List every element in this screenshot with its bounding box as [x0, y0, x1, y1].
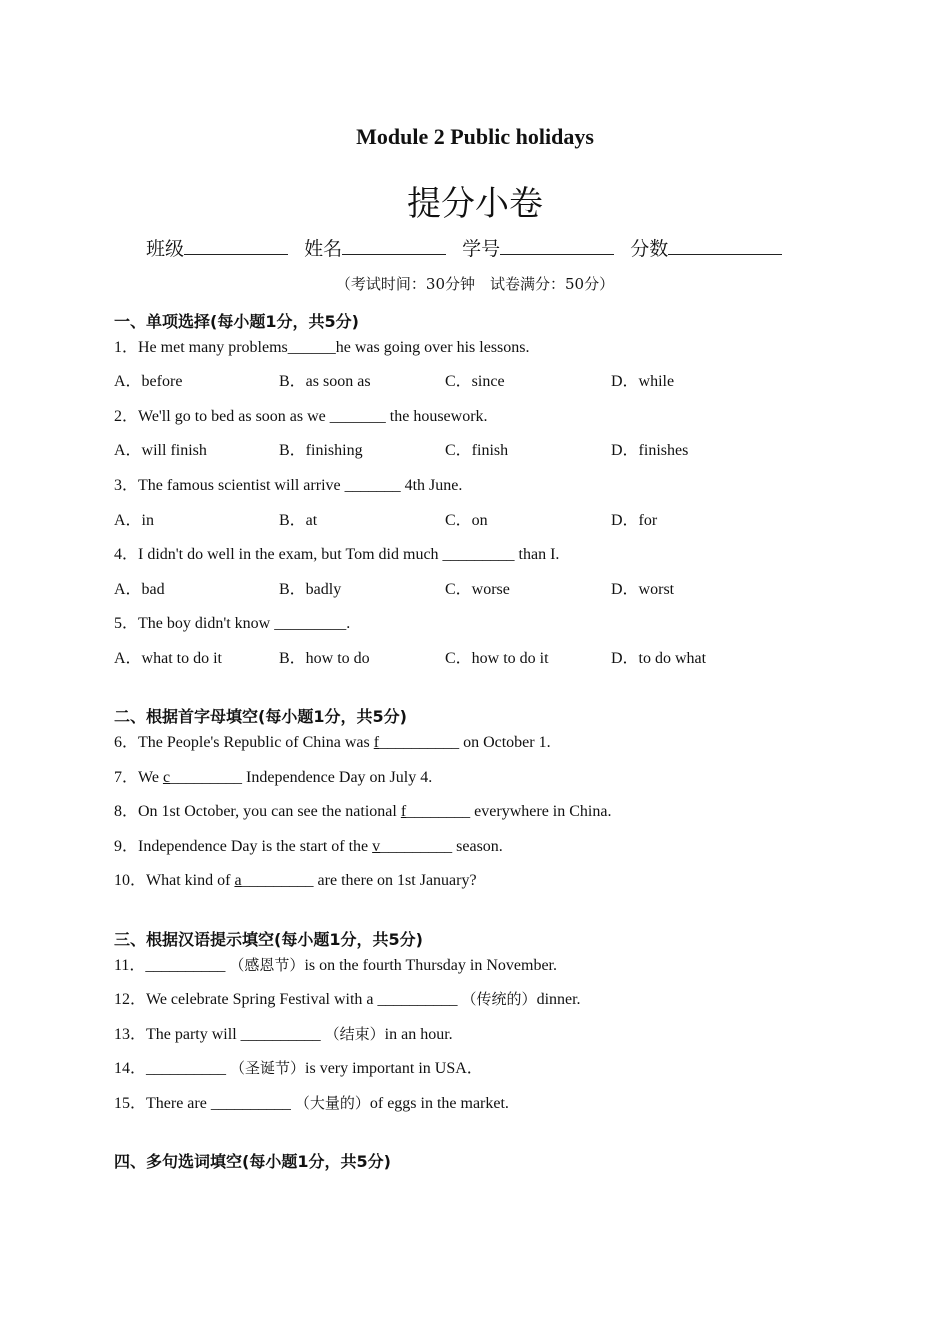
question-stem: 1．He met many problems______he was going over his lessons.	[114, 339, 530, 356]
question-stem: 2．We'll go to bed as soon as we _______ the housework.	[114, 408, 488, 425]
fill-question: 8．On 1st October, you can see the national f________ everywhere in China.	[114, 803, 612, 820]
option-c: C．worse	[445, 581, 510, 598]
section-heading: 三、根据汉语提示填空(每小题1分，共5分)	[114, 930, 423, 949]
fill-question: 14．__________ （圣诞节）is very important in USA．	[114, 1059, 483, 1077]
initial-letter: v	[372, 838, 381, 855]
class-field: 班级	[146, 238, 288, 260]
section-heading: 二、根据首字母填空(每小题1分，共5分)	[114, 707, 407, 726]
fill-question: 13．The party will __________ （结束）in an hour.	[114, 1025, 453, 1043]
section-heading: 一、单项选择(每小题1分，共5分)	[114, 312, 359, 331]
option-b: B．at	[279, 512, 318, 529]
question-stem: 3．The famous scientist will arrive _______ 4th June.	[114, 477, 463, 494]
student-info-row	[146, 234, 792, 261]
option-d: D．for	[611, 512, 658, 529]
fill-question: 6．The People's Republic of China was f__________ on October 1.	[114, 734, 551, 751]
fill-question: 7．We c_________ Independence Day on July 4.	[114, 769, 433, 786]
student-id-field: 学号	[462, 238, 614, 260]
option-c: C．on	[445, 512, 488, 529]
initial-letter: f	[400, 803, 407, 820]
option-c: C．finish	[445, 442, 509, 459]
fill-question: 15．There are __________ （大量的）of eggs in the market.	[114, 1094, 509, 1112]
chinese-hint: （圣诞节）	[230, 1059, 306, 1077]
page-subtitle: 提分小卷	[407, 184, 543, 224]
option-c: C．how to do it	[445, 650, 549, 667]
option-a: A．will finish	[114, 442, 207, 459]
chinese-hint: （结束）	[324, 1025, 385, 1043]
option-d: D．worst	[611, 581, 675, 598]
initial-letter: f	[373, 734, 380, 751]
option-b: B．badly	[279, 581, 342, 598]
option-d: D．finishes	[611, 442, 689, 459]
option-b: B．finishing	[279, 442, 363, 459]
name-field: 姓名	[304, 238, 446, 260]
option-a: A．what to do it	[114, 650, 222, 667]
option-d: D．to do what	[611, 650, 707, 667]
fill-question: 11．__________ （感恩节）is on the fourth Thursday in November.	[114, 956, 557, 974]
exam-note: （考试时间：30分钟 试卷满分：50分）	[335, 275, 615, 293]
page-title: Module 2 Public holidays	[356, 124, 594, 149]
fill-question: 12．We celebrate Spring Festival with a __________ （传统的）dinner.	[114, 990, 581, 1008]
option-c: C．since	[445, 373, 505, 390]
initial-letter: c	[162, 769, 171, 786]
option-a: A．before	[114, 373, 183, 390]
option-b: B．how to do	[279, 650, 370, 667]
fill-question: 10．What kind of a_________ are there on 1st January?	[114, 872, 477, 889]
chinese-hint: （传统的）	[461, 990, 537, 1008]
option-b: B．as soon as	[279, 373, 371, 390]
score-field: 分数	[630, 238, 782, 260]
option-a: A．in	[114, 512, 155, 529]
chinese-hint: （大量的）	[294, 1094, 370, 1112]
chinese-hint: （感恩节）	[229, 956, 305, 974]
question-stem: 5．The boy didn't know _________.	[114, 615, 351, 632]
fill-question: 9．Independence Day is the start of the v_________ season.	[114, 838, 503, 855]
initial-letter: a	[234, 872, 242, 889]
option-a: A．bad	[114, 581, 165, 598]
option-d: D．while	[611, 373, 675, 390]
section-heading: 四、多句选词填空(每小题1分，共5分)	[114, 1152, 391, 1171]
question-stem: 4．I didn't do well in the exam, but Tom did much _________ than I.	[114, 546, 560, 563]
